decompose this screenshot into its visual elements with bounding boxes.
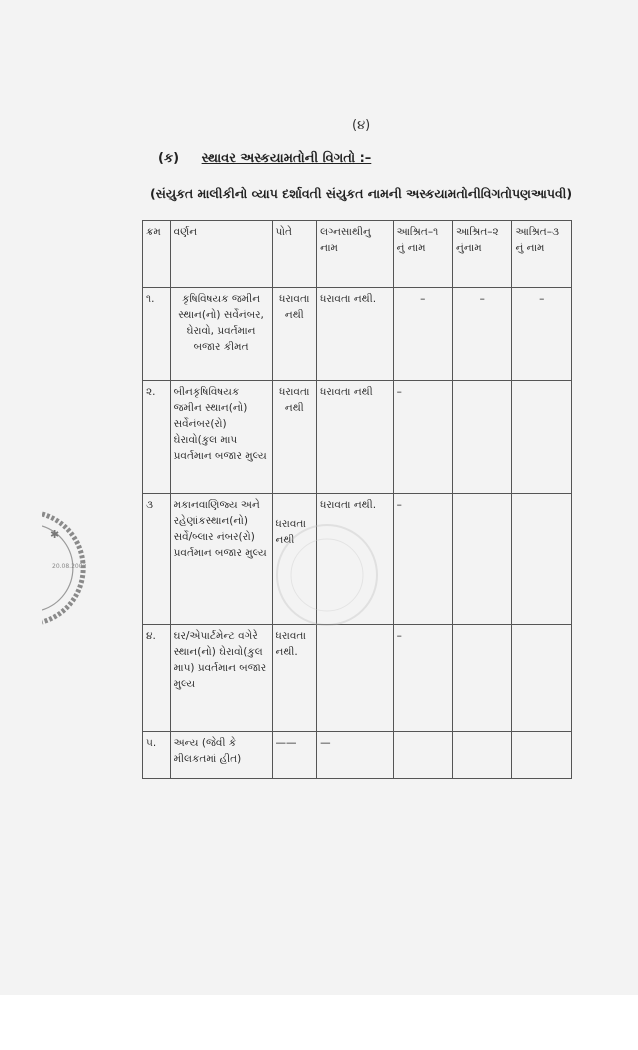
cell-serial: ૨. bbox=[143, 381, 171, 494]
cell-description: કૃષિવિષયક જમીન સ્થાન(નો) સર્વેનંબર, ઘેરાવો, પ્રવર્તમાન બજાર કીમત bbox=[170, 288, 272, 381]
header-serial: ક્રમ bbox=[143, 221, 171, 288]
cell-description: બીનકૃષિવિષયક જમીન સ્થાન(નો) સર્વેનંબર(રો) ઘેરાવો(કુલ માપ પ્રવર્તમાન બજાર મુલ્ય bbox=[170, 381, 272, 494]
cell-dependent-2 bbox=[453, 494, 512, 625]
header-dependent-3: આશ્રિત–૩ નું નામ bbox=[512, 221, 572, 288]
header-dependent-1: આશ્રિત–૧ નું નામ bbox=[393, 221, 452, 288]
cell-serial: ૪. bbox=[143, 625, 171, 732]
cell-dependent-1: – bbox=[393, 625, 452, 732]
cell-dependent-2 bbox=[453, 381, 512, 494]
cell-dependent-1 bbox=[393, 732, 452, 779]
header-self: પોતે bbox=[272, 221, 317, 288]
table-header-row bbox=[143, 221, 572, 288]
section-heading bbox=[158, 151, 371, 166]
cell-dependent-1: – bbox=[393, 381, 452, 494]
cell-dependent-1: – bbox=[393, 494, 452, 625]
table-row bbox=[143, 625, 572, 732]
faint-seal-impression bbox=[262, 520, 392, 630]
cell-description: ઘર/એપાર્ટમેન્ટ વગેરે સ્થાન(નો) ઘેરાવો(કુલ માપ) પ્રવર્તમાન બજાર મુલ્ય bbox=[170, 625, 272, 732]
cell-spouse bbox=[317, 625, 393, 732]
section-subtitle: (સંયુકત માલીકીનો વ્યાપ દર્શાવતી સંયુકત નામની અસ્કયામતોનીવિગતોપણઆપવી) bbox=[150, 186, 573, 201]
svg-text:✱: ✱ bbox=[50, 528, 60, 541]
official-seal-stamp bbox=[42, 508, 118, 628]
header-dependent-2: આશ્રિત–૨ નુંનામ bbox=[453, 221, 512, 288]
cell-dependent-3 bbox=[512, 625, 572, 732]
svg-text:20.08.2002: 20.08.2002 bbox=[52, 563, 87, 570]
cell-spouse: ધરાવતા નથી bbox=[317, 381, 393, 494]
cell-spouse: — bbox=[317, 732, 393, 779]
page-number: (૪) bbox=[352, 118, 371, 133]
cell-dependent-3: – bbox=[512, 288, 572, 381]
cell-serial: ૫. bbox=[143, 732, 171, 779]
cell-self: ધરાવતા નથી bbox=[272, 381, 317, 494]
table-row bbox=[143, 381, 572, 494]
cell-self: ધરાવતા નથી bbox=[272, 494, 317, 625]
section-title: સ્થાવર અસ્કયામતોની વિગતો :– bbox=[201, 151, 372, 166]
cell-serial: ૧. bbox=[143, 288, 171, 381]
cell-dependent-2: – bbox=[453, 288, 512, 381]
cell-dependent-2 bbox=[453, 732, 512, 779]
cell-dependent-3 bbox=[512, 494, 572, 625]
cell-dependent-2 bbox=[453, 625, 512, 732]
cell-description: મકાનવાણિજ્ય અને રહેણાંકસ્થાન(નો) સર્વે/બ્લાર નંબર(રો) પ્રવર્તમાન બજાર મુલ્ય bbox=[170, 494, 272, 625]
cell-self: ધરાવતા નથી. bbox=[272, 625, 317, 732]
cell-self: ધરાવતા નથી bbox=[272, 288, 317, 381]
cell-dependent-3 bbox=[512, 381, 572, 494]
cell-spouse: ધરાવતા નથી. bbox=[317, 494, 393, 625]
section-label: (ક) bbox=[158, 151, 180, 166]
header-description: વર્ણન bbox=[170, 221, 272, 288]
header-spouse: લગ્નસાથીનુ નામ bbox=[317, 221, 393, 288]
immovable-assets-table bbox=[142, 220, 572, 779]
cell-spouse: ધરાવતા નથી. bbox=[317, 288, 393, 381]
cell-dependent-1: – bbox=[393, 288, 452, 381]
table-row bbox=[143, 288, 572, 381]
cell-self: —— bbox=[272, 732, 317, 779]
table-row bbox=[143, 732, 572, 779]
cell-serial: ૩ bbox=[143, 494, 171, 625]
cell-dependent-3 bbox=[512, 732, 572, 779]
cell-description: અન્ય (જેવી કે મીલકતમાં હીત) bbox=[170, 732, 272, 779]
